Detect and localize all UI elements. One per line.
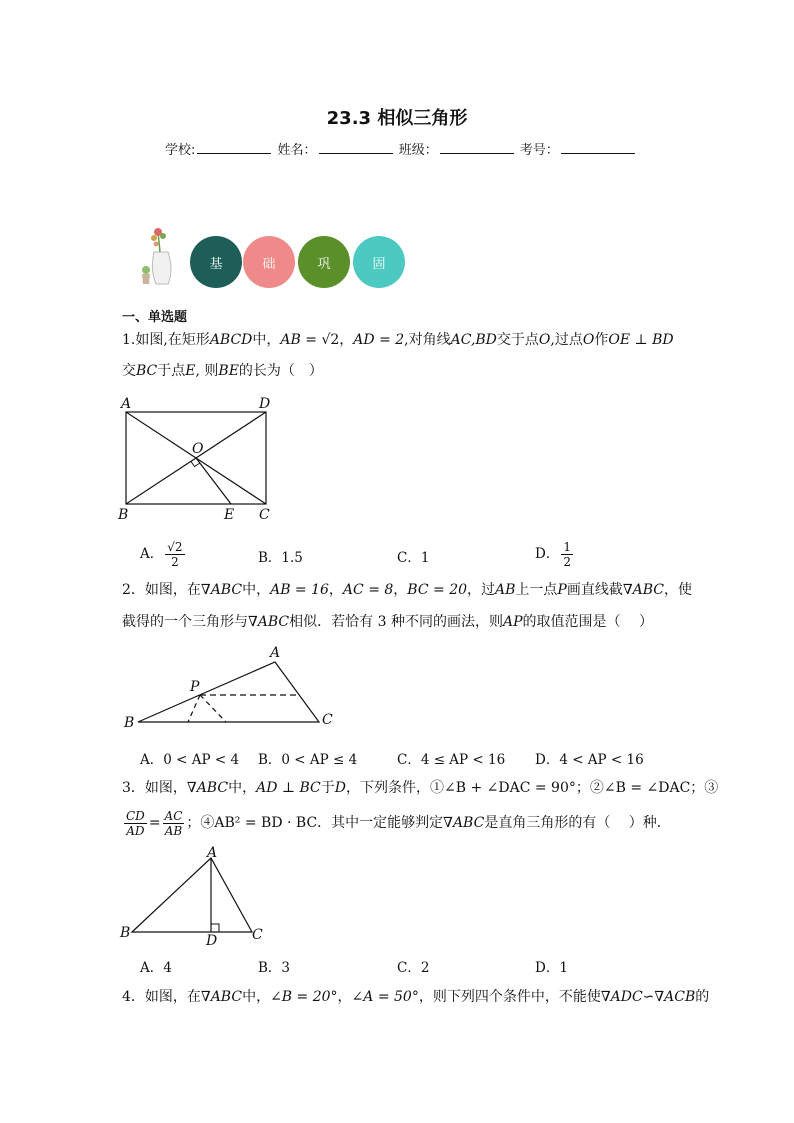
- label-b: B: [120, 925, 131, 941]
- q3-option-b[interactable]: B．3: [258, 960, 291, 976]
- q1-option-a[interactable]: A． $\frac{√2}{2}$: [140, 540, 183, 569]
- q2-line2: 截得的一个三角形与∇ABC相似．若恰有 3 种不同的画法，则AP的取值范围是（ ）: [122, 614, 653, 630]
- q1-option-b[interactable]: B．1.5: [258, 550, 303, 566]
- label-d: D: [259, 396, 271, 412]
- school-label: 学校:: [165, 143, 196, 158]
- q3-option-a[interactable]: A．4: [140, 960, 172, 976]
- q3-option-c[interactable]: C．2: [397, 960, 430, 976]
- name-label: 姓名：: [277, 143, 317, 158]
- q1-option-c[interactable]: C．1: [397, 550, 430, 566]
- label-a: A: [121, 396, 132, 412]
- label-b: B: [118, 507, 129, 523]
- right-angle-mark: [211, 924, 219, 932]
- page-title: 23.3 相似三角形: [326, 108, 468, 129]
- q1-figure: [112, 392, 282, 524]
- q1-line1: 1.如图,在矩形ABCD中，AB = √2，AD = 2,对角线AC,BD交于点O,过点O作OE ⊥ BD: [122, 332, 674, 348]
- q3-line2: $\frac{CD}{AD}$ = $\frac{AC}{AB}$ ；④AB² = BD · BC．其中一定能够判定∇ABC是直角三角形的有（ ）种．: [126, 808, 671, 838]
- label-e: E: [224, 507, 235, 523]
- q2-line1: 2．如图，在∇ABC中，AB = 16，AC = 8，BC = 20，过AB上一点P画直线截∇ABC，使: [122, 582, 692, 598]
- badge-ji: 基: [190, 236, 242, 288]
- badge-gu: 固: [353, 236, 405, 288]
- class-label: 班级：: [398, 143, 438, 158]
- dashed-line-2: [200, 695, 226, 722]
- triangle-abc: [132, 858, 252, 932]
- label-a: A: [207, 846, 218, 861]
- id-label: 考号：: [519, 143, 559, 158]
- q1-option-d[interactable]: D． $\frac{1}{2}$: [535, 540, 571, 569]
- label-a: A: [270, 645, 281, 661]
- label-c: C: [252, 927, 263, 943]
- label-p: P: [190, 679, 200, 695]
- potted-plant-icon: [136, 222, 186, 288]
- label-c: C: [322, 712, 333, 728]
- q3-figure: [114, 846, 274, 946]
- name-blank: [319, 141, 393, 154]
- student-info-line: [165, 139, 637, 158]
- triangle-abc: [138, 662, 319, 722]
- label-o: O: [192, 441, 204, 457]
- class-blank: [440, 141, 514, 154]
- q3-line1: 3．如图，∇ABC中，AD ⊥ BC于D，下列条件，①∠B + ∠DAC = 90°；②∠B = ∠DAC；③: [122, 780, 719, 796]
- badge-gong: 巩: [298, 236, 350, 288]
- label-d: D: [206, 933, 218, 946]
- q4-line1: 4．如图，在∇ABC中，∠B = 20°，∠A = 50°，则下列四个条件中，不能使∇ADC∽∇ACB的: [122, 989, 710, 1005]
- id-blank: [561, 141, 635, 154]
- q2-option-b[interactable]: B．0 < AP ≤ 4: [258, 752, 358, 768]
- badge-chu: 础: [243, 236, 295, 288]
- q2-figure: [118, 645, 343, 731]
- segment-oe: [196, 458, 231, 504]
- label-c: C: [259, 507, 270, 523]
- q2-option-c[interactable]: C．4 ≤ AP < 16: [397, 752, 506, 768]
- school-blank: [197, 141, 271, 154]
- q2-option-d[interactable]: D．4 < AP < 16: [535, 752, 644, 768]
- q3-option-d[interactable]: D．1: [535, 960, 568, 976]
- section-title: 一、单选题: [122, 310, 188, 325]
- q1-line2: 交BC于点E, 则BE的长为（ ）: [122, 363, 323, 379]
- label-b: B: [124, 715, 135, 731]
- q2-option-a[interactable]: A．0 < AP < 4: [140, 752, 240, 768]
